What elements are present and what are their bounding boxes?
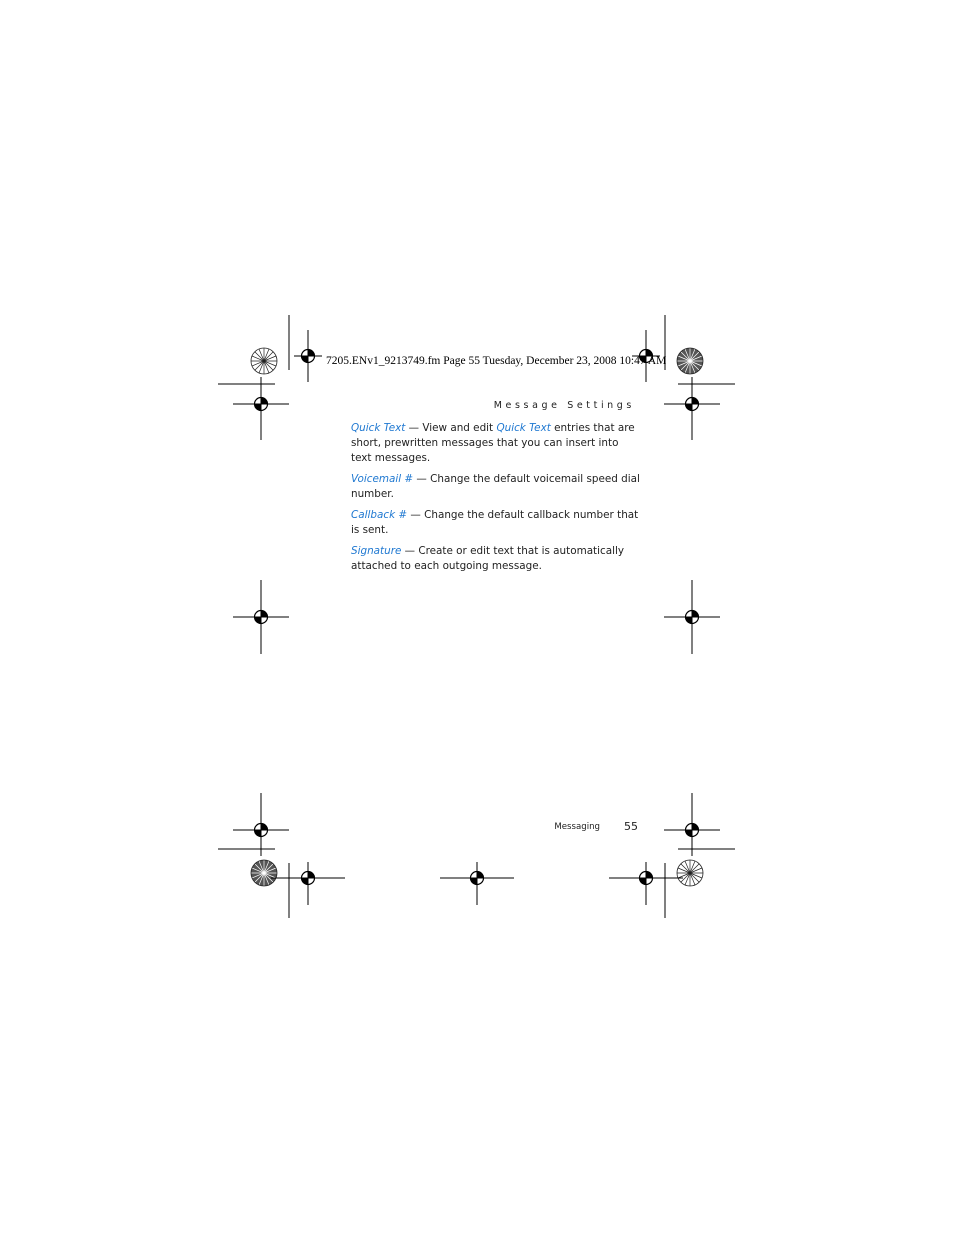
star-target-icon [251,860,277,886]
term-callback: Callback # [351,509,408,521]
footer-section-name: Messaging [554,822,600,832]
star-target-icon [251,348,277,374]
star-target-icon [677,348,703,374]
entry-voicemail [351,472,641,502]
entry-callback [351,508,641,538]
entry-text: — Change the default voicemail speed dial number. [351,473,640,500]
entry-text: — View and edit [405,422,497,434]
term-quick-text: Quick Text [351,422,406,434]
page-number: 55 [624,820,638,833]
term-quick-text-inline: Quick Text [496,422,551,434]
running-header: Message Settings [493,400,635,411]
entry-text: — Create or edit text that is automatically attached to each outgoing message. [351,545,625,572]
print-slug: 7205.ENv1_9213749.fm Page 55 Tuesday, December 23, 2008 10:47 AM [326,355,666,367]
entry-signature [351,544,641,574]
term-signature: Signature [351,545,402,557]
entry-quick-text [351,421,641,466]
entry-text: — Change the default callback number that is sent. [351,509,639,536]
star-target-icon [677,860,703,886]
settings-list [351,421,641,580]
entry-text: entries that are short, prewritten messages that you can insert into text messages. [351,422,635,464]
term-voicemail: Voicemail # [351,473,414,485]
